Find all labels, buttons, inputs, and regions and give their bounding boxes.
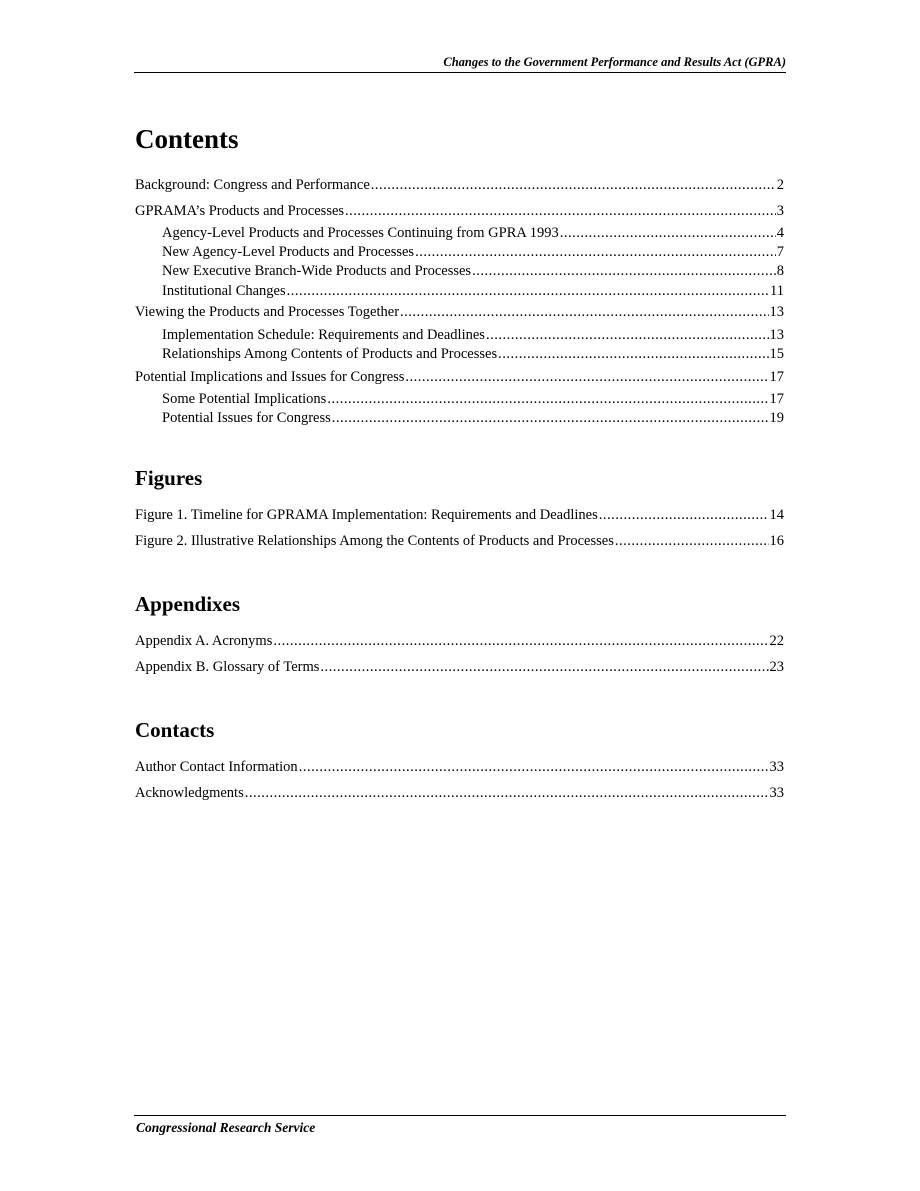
figures-heading: Figures <box>135 466 203 490</box>
toc-entry-page: 33 <box>769 759 784 775</box>
toc-entry-page: 22 <box>769 633 784 649</box>
dot-leader <box>405 368 768 386</box>
toc-entry-label: Author Contact Information <box>135 759 298 775</box>
dot-leader <box>345 202 776 220</box>
toc-entry[interactable] <box>135 506 784 524</box>
dot-leader <box>327 390 768 408</box>
dot-leader <box>245 784 769 802</box>
toc-entry-page: 14 <box>769 507 784 523</box>
toc-entry[interactable] <box>135 368 784 386</box>
contents-heading: Contents <box>135 124 239 154</box>
toc-entry[interactable] <box>135 345 784 363</box>
toc-entry-page: 2 <box>776 177 784 193</box>
toc-entry[interactable] <box>135 243 784 261</box>
toc-entry-page: 13 <box>769 304 784 320</box>
dot-leader <box>560 224 776 242</box>
header-rule <box>134 72 786 73</box>
toc-entry[interactable] <box>135 282 784 300</box>
toc-entry[interactable] <box>135 303 784 321</box>
toc-entry[interactable] <box>135 262 784 280</box>
running-footer: Congressional Research Service <box>136 1120 316 1135</box>
toc-entry[interactable] <box>135 658 784 676</box>
footer-rule <box>134 1115 786 1116</box>
appendixes-heading: Appendixes <box>135 592 241 616</box>
dot-leader <box>371 176 776 194</box>
contacts-heading: Contacts <box>135 718 215 742</box>
toc-entry-label: Background: Congress and Performance <box>135 177 370 193</box>
running-header: Changes to the Government Performance and Results Act (GPRA) <box>443 55 786 69</box>
toc-entry-label: Relationships Among Contents of Products and Processes <box>162 346 498 362</box>
toc-entry[interactable] <box>135 532 784 550</box>
toc-entry-page: 17 <box>769 391 784 407</box>
toc-entry[interactable] <box>135 176 784 194</box>
dot-leader <box>273 632 768 650</box>
toc-entry[interactable] <box>135 632 784 650</box>
toc-entry-label: Institutional Changes <box>162 283 286 299</box>
dot-leader <box>400 303 768 321</box>
toc-entry-page: 17 <box>769 369 784 385</box>
dot-leader <box>320 658 768 676</box>
toc-entry-label: Viewing the Products and Processes Together <box>135 304 400 320</box>
toc-entry-page: 23 <box>769 659 784 675</box>
toc-entry-label: Potential Implications and Issues for Congress <box>135 369 405 385</box>
toc-entry-label: New Agency-Level Products and Processes <box>162 244 415 260</box>
toc-entry-label: Figure 2. Illustrative Relationships Among the Contents of Products and Processes <box>135 533 614 549</box>
toc-entry[interactable] <box>135 202 784 220</box>
toc-entry[interactable] <box>135 409 784 427</box>
toc-entry-label: Appendix B. Glossary of Terms <box>135 659 320 675</box>
toc-entry-label: Implementation Schedule: Requirements and Deadlines <box>162 327 485 343</box>
dot-leader <box>599 506 769 524</box>
toc-entry-page: 11 <box>770 283 784 299</box>
toc-entry-label: Some Potential Implications <box>162 391 327 407</box>
dot-leader <box>332 409 769 427</box>
dot-leader <box>615 532 769 550</box>
toc-entry[interactable] <box>135 224 784 242</box>
toc-entry-label: Appendix A. Acronyms <box>135 633 273 649</box>
toc-entry-page: 4 <box>776 225 784 241</box>
toc-entry-page: 15 <box>769 346 784 362</box>
toc-entry-page: 7 <box>776 244 784 260</box>
toc-entry-label: Figure 1. Timeline for GPRAMA Implementation: Requirements and Deadlines <box>135 507 598 523</box>
toc-entry-label: New Executive Branch-Wide Products and Processes <box>162 263 472 279</box>
toc-entry-page: 33 <box>769 785 784 801</box>
toc-entry-page: 19 <box>769 410 784 426</box>
toc-entry[interactable] <box>135 390 784 408</box>
toc-entry[interactable] <box>135 758 784 776</box>
toc-entry-label: Agency-Level Products and Processes Continuing from GPRA 1993 <box>162 225 559 241</box>
toc-entry-page: 16 <box>769 533 784 549</box>
toc-entry-label: Acknowledgments <box>135 785 244 801</box>
dot-leader <box>299 758 769 776</box>
toc-entry[interactable] <box>135 784 784 802</box>
toc-entry-page: 13 <box>769 327 784 343</box>
dot-leader <box>287 282 769 300</box>
dot-leader <box>498 345 768 363</box>
toc-entry-page: 3 <box>776 203 784 219</box>
toc-entry-label: Potential Issues for Congress <box>162 410 331 426</box>
toc-entry[interactable] <box>135 326 784 344</box>
dot-leader <box>415 243 776 261</box>
dot-leader <box>486 326 769 344</box>
toc-entry-label: GPRAMA’s Products and Processes <box>135 203 345 219</box>
toc-entry-page: 8 <box>776 263 784 279</box>
dot-leader <box>472 262 776 280</box>
